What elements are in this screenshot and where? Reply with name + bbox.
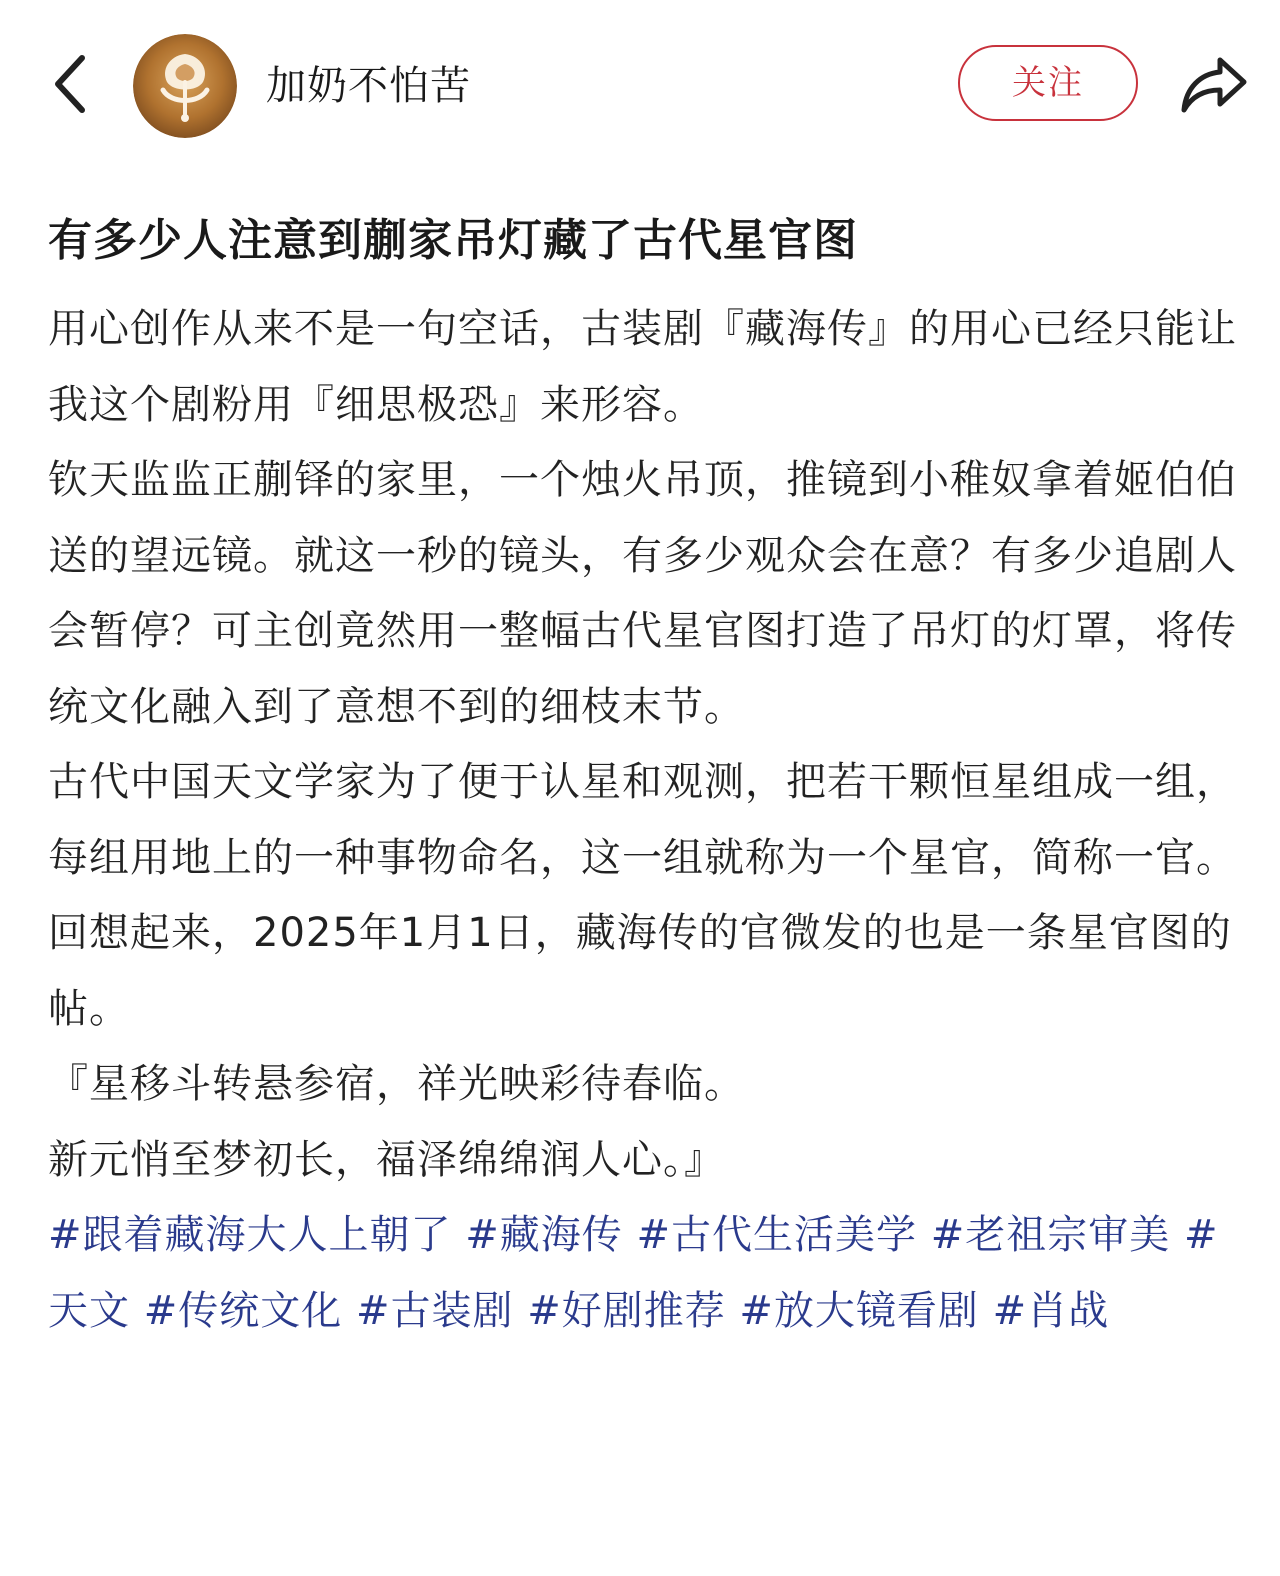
chevron-left-icon[interactable]	[44, 48, 104, 120]
post-paragraph: 新元悄至梦初长，福泽绵绵润人心。』	[48, 1136, 725, 1183]
post-paragraph: 用心创作从来不是一句空话，古装剧『藏海传』的用心已经只能让我这个剧粉用『细思极恐』来形容。	[48, 306, 1237, 428]
username[interactable]: 加奶不怕苦	[266, 63, 471, 109]
hashtag-link[interactable]: #放大镜看剧	[739, 1287, 979, 1334]
hashtag-link[interactable]: #天文	[48, 1212, 1219, 1334]
post-paragraph: 钦天监监正蒯铎的家里，一个烛火吊顶，推镜到小稚奴拿着姬伯伯送的望远镜。就这一秒的镜头，有多少观众会在意？有多少追剧人会暂停？可主创竟然用一整幅古代星官图打造了吊灯的灯罩，将传统文化融入到了意想不到的细枝末节。	[48, 457, 1237, 730]
hashtag-link[interactable]: #老祖宗审美	[930, 1212, 1171, 1258]
hashtag-link[interactable]: #传统文化	[143, 1287, 343, 1334]
top-navigation-bar	[0, 0, 1280, 170]
post-body	[48, 292, 1238, 1349]
hashtag-list	[48, 1198, 1238, 1349]
hashtag-link[interactable]: #古装剧	[355, 1287, 514, 1334]
hashtag-link[interactable]: #肖战	[992, 1287, 1110, 1334]
hashtag-link[interactable]: #跟着藏海大人上朝了	[48, 1212, 452, 1258]
avatar[interactable]	[133, 34, 237, 138]
post-paragraph: 『星移斗转悬参宿，祥光映彩待春临。	[48, 1061, 745, 1107]
post-paragraph: 古代中国天文学家为了便于认星和观测，把若干颗恒星组成一组，每组用地上的一种事物命名，这一组就称为一个星官，简称一官。	[48, 759, 1237, 881]
hashtag-link[interactable]: #藏海传	[465, 1212, 623, 1258]
hashtag-link[interactable]: #古代生活美学	[636, 1212, 917, 1258]
post-paragraph: 回想起来，2025年1月1日，藏海传的官微发的也是一条星官图的帖。	[48, 910, 1232, 1032]
follow-button[interactable]: 关注	[958, 45, 1138, 121]
hashtag-link[interactable]: #好剧推荐	[527, 1287, 726, 1334]
share-arrow-icon[interactable]	[1176, 50, 1250, 118]
post-title: 有多少人注意到蒯家吊灯藏了古代星官图	[48, 215, 858, 266]
